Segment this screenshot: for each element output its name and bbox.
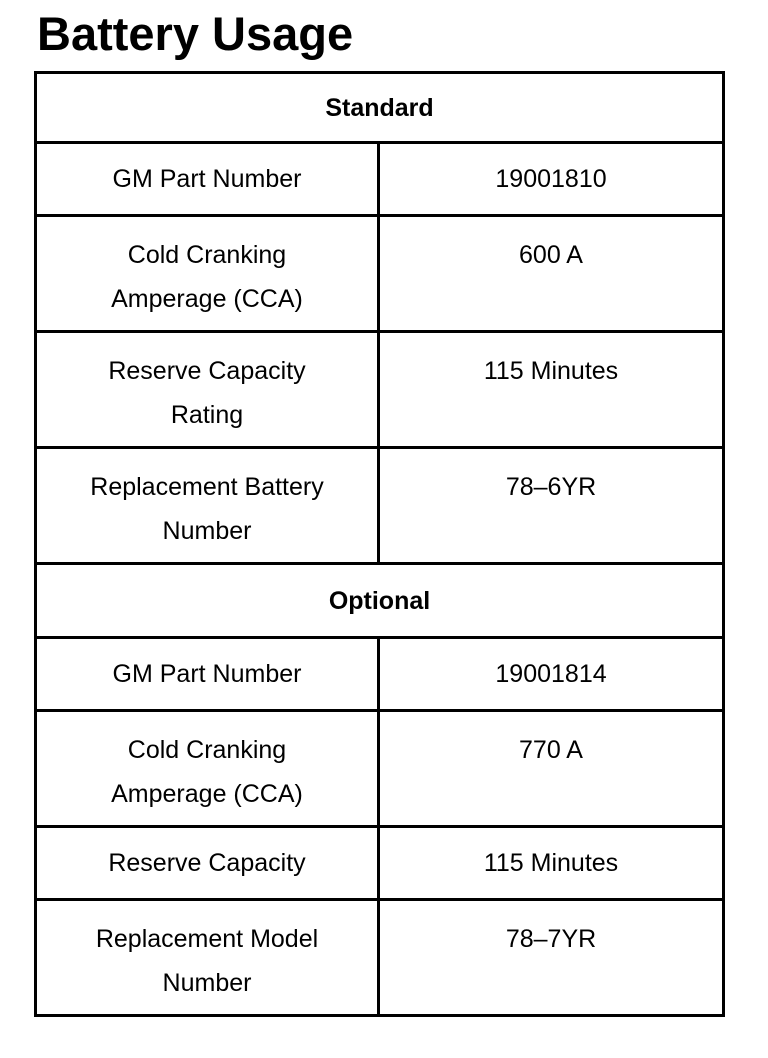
row-value — [379, 827, 724, 900]
row-label-text: GM Part Number — [112, 660, 302, 688]
row-value-text: 19001814 — [495, 660, 607, 688]
table-row — [36, 448, 724, 564]
row-value-text: 78–7YR — [505, 925, 597, 953]
row-value — [379, 143, 724, 216]
section-header-row — [36, 73, 724, 143]
row-label-text: Cold Cranking Amperage (CCA) — [111, 736, 303, 808]
page-title: Battery Usage — [37, 7, 354, 60]
row-label — [36, 638, 379, 711]
row-label-text: Replacement Battery Number — [90, 473, 324, 545]
row-value — [379, 448, 724, 564]
row-value — [379, 900, 724, 1016]
row-value — [379, 638, 724, 711]
section-heading-standard: Standard — [36, 73, 724, 143]
row-label-text: GM Part Number — [112, 165, 302, 193]
table-row — [36, 900, 724, 1016]
row-value-text: 78–6YR — [505, 473, 597, 501]
row-value-text: 115 Minutes — [483, 357, 619, 385]
table-row — [36, 216, 724, 332]
section-heading-optional: Optional — [36, 564, 724, 638]
row-label — [36, 216, 379, 332]
row-label — [36, 827, 379, 900]
row-label-text: Reserve Capacity — [108, 849, 306, 877]
row-value-text: 115 Minutes — [483, 849, 619, 877]
row-label — [36, 143, 379, 216]
table-row — [36, 638, 724, 711]
row-label — [36, 711, 379, 827]
row-value — [379, 332, 724, 448]
row-label — [36, 900, 379, 1016]
row-value-text: 770 A — [519, 736, 583, 764]
row-value-text: 19001810 — [495, 165, 607, 193]
row-label-text: Cold Cranking Amperage (CCA) — [111, 241, 303, 313]
row-label — [36, 448, 379, 564]
table-row — [36, 827, 724, 900]
section-header-row — [36, 564, 724, 638]
row-label-text: Reserve Capacity Rating — [108, 357, 306, 429]
row-label — [36, 332, 379, 448]
table-row — [36, 711, 724, 827]
battery-spec-table — [34, 71, 725, 1017]
row-value — [379, 216, 724, 332]
row-label-text: Replacement Model Number — [95, 925, 319, 997]
row-value-text: 600 A — [519, 241, 583, 269]
table-row — [36, 143, 724, 216]
row-value — [379, 711, 724, 827]
table-row — [36, 332, 724, 448]
